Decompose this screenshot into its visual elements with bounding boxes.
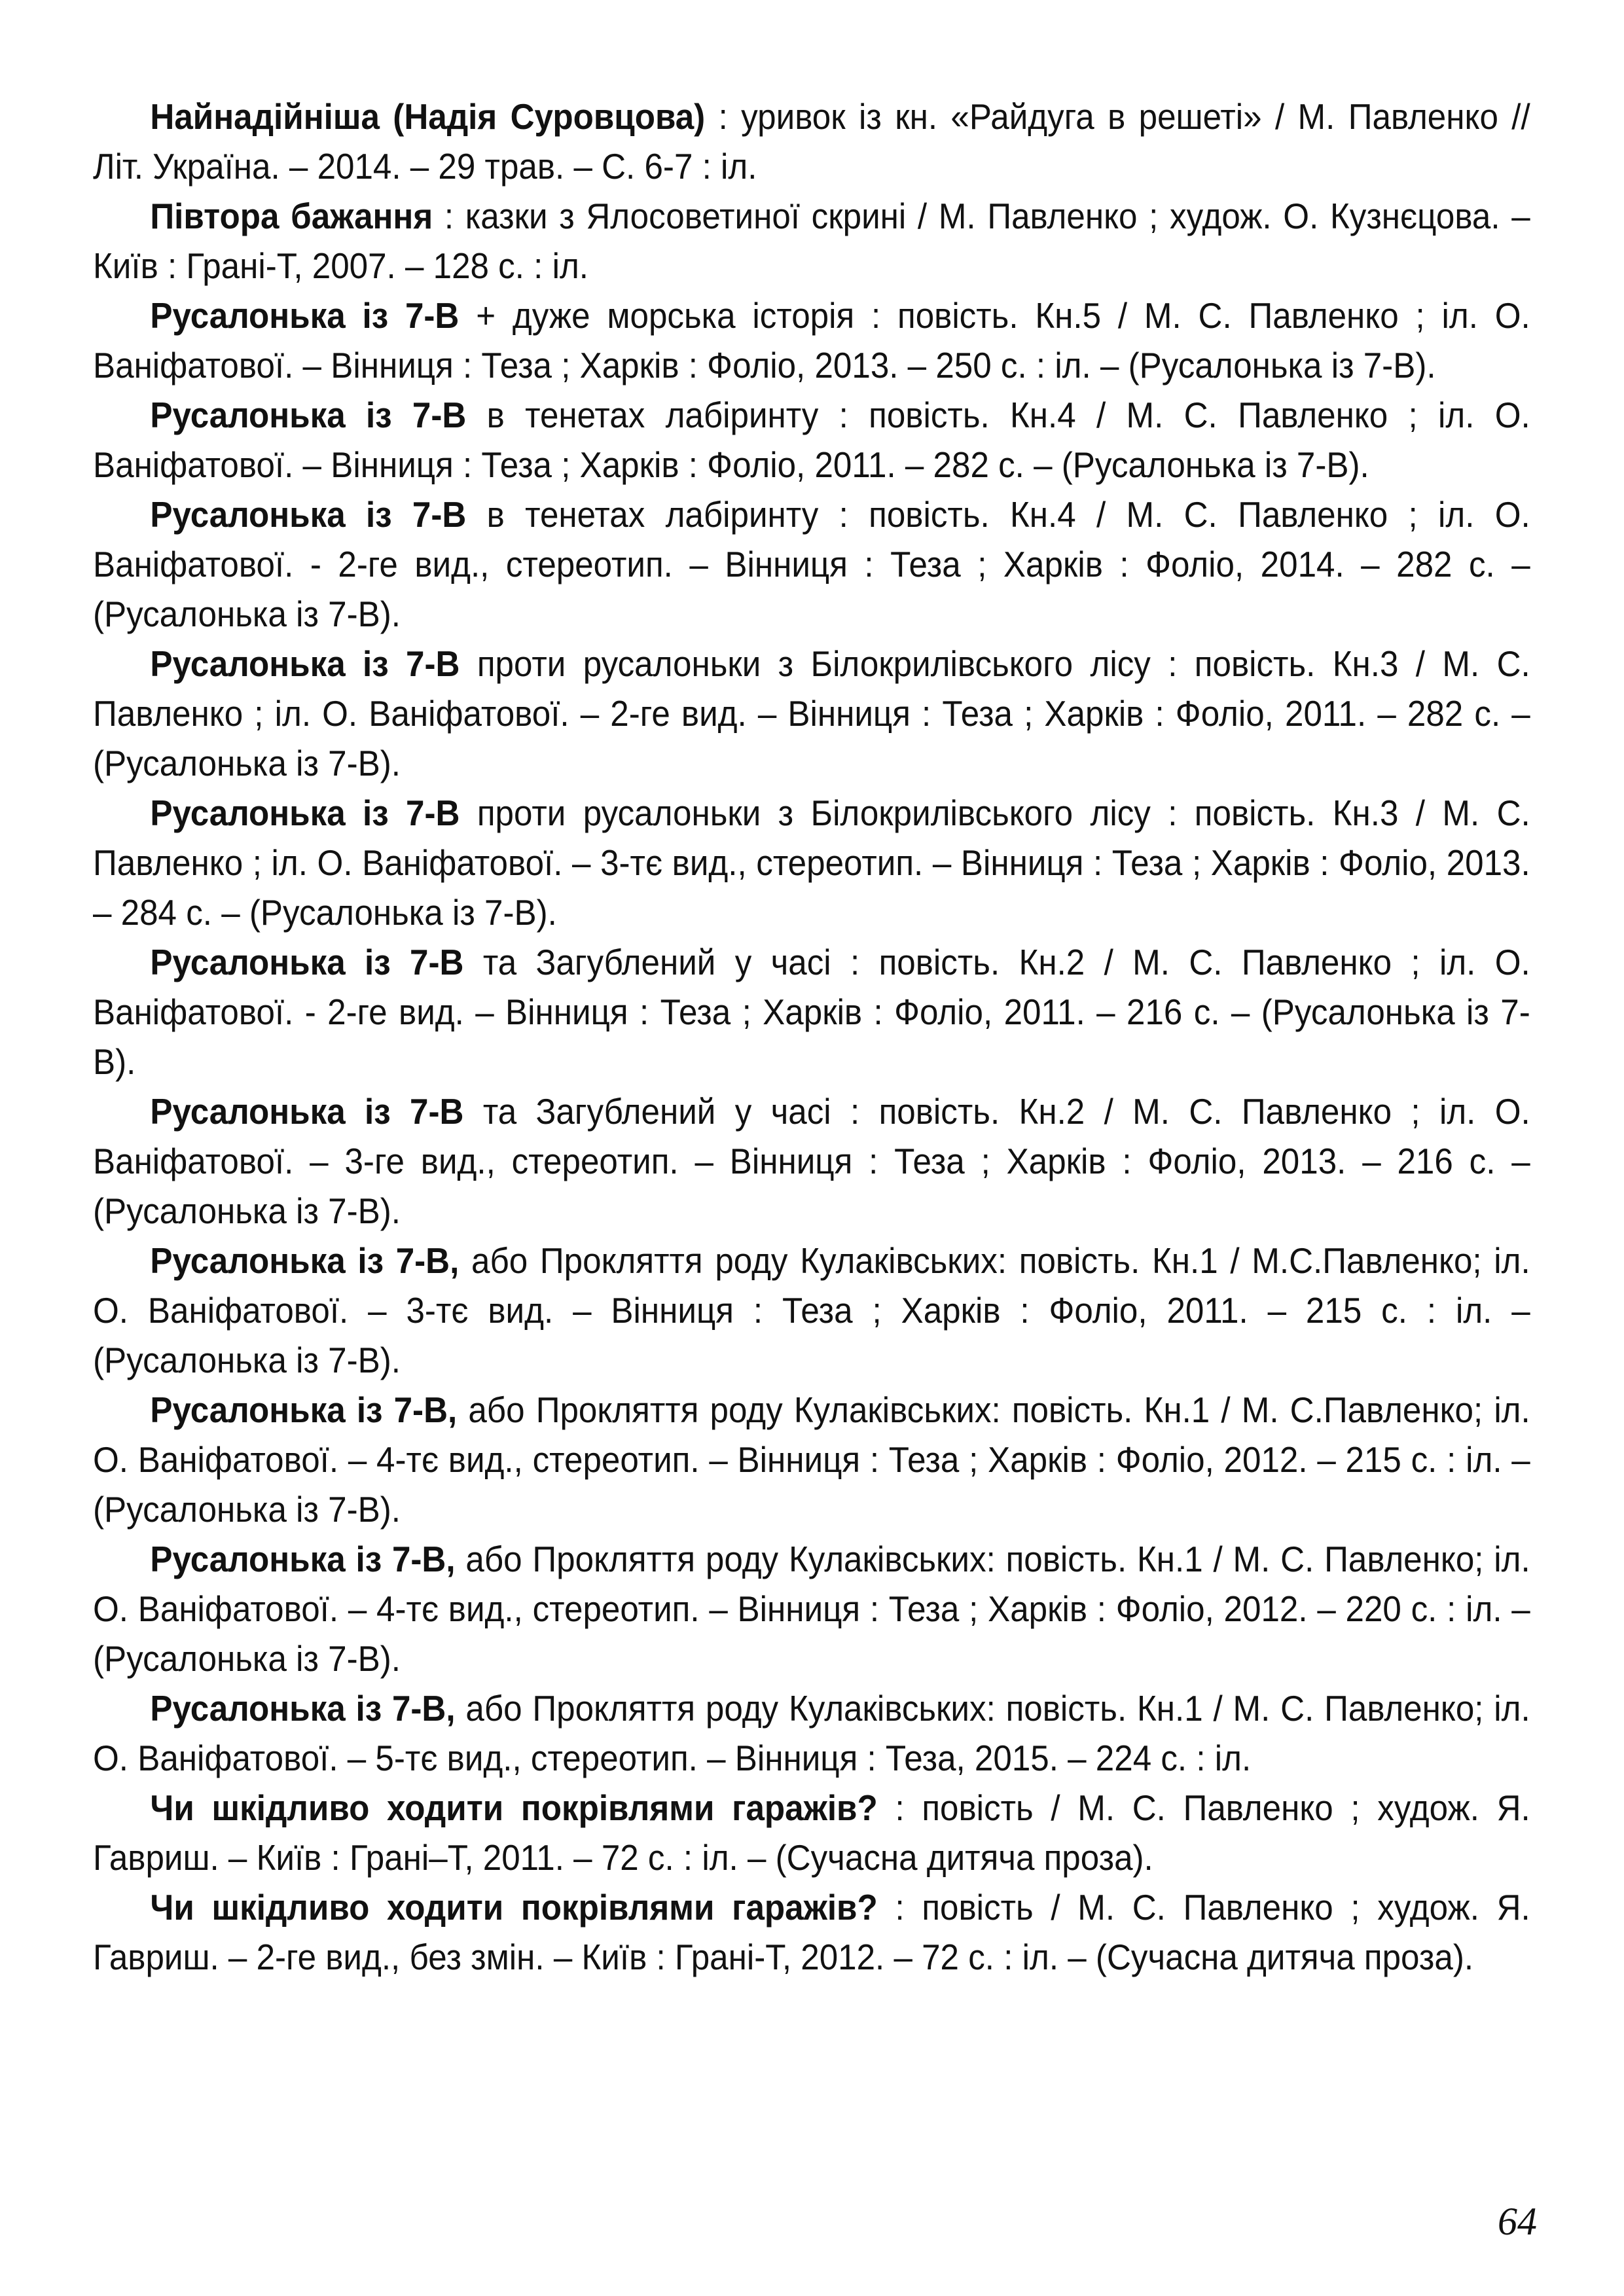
- entry-details: та Загублений у часі : повість. Кн.2 / М. С. Павленко ; іл. О. Ваніфатової. - 2-ге вид. – Вінниця : Теза ; Харків : Фоліо, 2011. – 216 с. – (Русалонька із 7-В).: [93, 942, 1530, 1082]
- entry-title: Русалонька із 7-В: [150, 295, 460, 336]
- entry-details: : повість / М. С. Павленко ; худож. Я. Гавриш. – 2-ге вид., без змін. – Київ : Грані-Т, 2012. – 72 с. : іл. – (Сучасна дитяча проза).: [93, 1887, 1530, 1977]
- entry-title: Русалонька із 7-В: [150, 793, 460, 833]
- bibliography-page: [93, 92, 1530, 1982]
- entry-title: Русалонька із 7-В,: [150, 1240, 460, 1281]
- bibliography-entry: [93, 191, 1530, 291]
- bibliography-list: [93, 92, 1530, 1982]
- entry-details: в тенетах лабіринту : повість. Кн.4 / М. С. Павленко ; іл. О. Ваніфатової. – Вінниця : Теза ; Харків : Фоліо, 2011. – 282 с. – (Русалонька із 7-В).: [93, 395, 1530, 485]
- entry-title: Чи шкідливо ходити покрівлями гаражів?: [150, 1787, 878, 1828]
- bibliography-entry: [93, 1385, 1530, 1534]
- bibliography-entry: [93, 1236, 1530, 1385]
- entry-title: Русалонька із 7-В: [150, 643, 460, 684]
- entry-title: Русалонька із 7-В: [150, 1091, 464, 1132]
- page-number: 64: [1498, 2200, 1537, 2243]
- entry-details: або Прокляття роду Кулаківських: повість. Кн.1 / М. С.Павленко; іл. О. Ваніфатової. – 4-тє вид., стереотип. – Вінниця : Теза ; Харків : Фоліо, 2012. – 215 с. : іл. – (Русалонька із 7-В).: [93, 1390, 1530, 1530]
- entry-details: або Прокляття роду Кулаківських: повість. Кн.1 / М. С. Павленко; іл. О. Ваніфатової. – 5-тє вид., стереотип. – Вінниця : Теза, 2015. – 224 с. : іл.: [93, 1688, 1530, 1778]
- bibliography-entry: [93, 937, 1530, 1086]
- bibliography-entry: [93, 1086, 1530, 1236]
- entry-title: Русалонька із 7-В,: [150, 1539, 456, 1579]
- entry-details: в тенетах лабіринту : повість. Кн.4 / М. С. Павленко ; іл. О. Ваніфатової. - 2-ге вид., стереотип. – Вінниця : Теза ; Харків : Фоліо, 2014. – 282 с. – (Русалонька із 7-В).: [93, 494, 1530, 634]
- bibliography-entry: [93, 1783, 1530, 1882]
- entry-title: Русалонька із 7-В: [150, 494, 467, 535]
- entry-title: Найнадійніша (Надія Суровцова): [150, 96, 706, 137]
- entry-details: проти русалоньки з Білокрилівського лісу : повість. Кн.3 / М. С. Павленко ; іл. О. Ваніфатової. – 2-ге вид. – Вінниця : Теза ; Харків : Фоліо, 2011. – 282 с. – (Русалонька із 7-В).: [93, 643, 1530, 783]
- bibliography-entry: [93, 490, 1530, 639]
- entry-details: : уривок із кн. «Райдуга в решеті» / М. Павленко // Літ. Україна. – 2014. – 29 трав. – С. 6-7 : іл.: [93, 96, 1530, 187]
- entry-title: Русалонька із 7-В: [150, 395, 467, 435]
- bibliography-entry: [93, 92, 1530, 191]
- bibliography-entry: [93, 291, 1530, 390]
- bibliography-entry: [93, 390, 1530, 490]
- entry-details: : повість / М. С. Павленко ; худож. Я. Гавриш. – Київ : Грані–Т, 2011. – 72 с. : іл. – (Сучасна дитяча проза).: [93, 1787, 1530, 1878]
- entry-title: Русалонька із 7-В,: [150, 1688, 456, 1729]
- entry-title: Півтора бажання: [150, 196, 433, 236]
- bibliography-entry: [93, 1683, 1530, 1783]
- entry-details: + дуже морська історія : повість. Кн.5 / М. С. Павленко ; іл. О. Ваніфатової. – Вінниця : Теза ; Харків : Фоліо, 2013. – 250 с. : іл. – (Русалонька із 7-В).: [93, 295, 1530, 386]
- entry-title: Чи шкідливо ходити покрівлями гаражів?: [150, 1887, 878, 1928]
- bibliography-entry: [93, 1534, 1530, 1683]
- entry-details: або Прокляття роду Кулаківських: повість. Кн.1 / М. С. Павленко; іл. О. Ваніфатової. – 4-тє вид., стереотип. – Вінниця : Теза ; Харків : Фоліо, 2012. – 220 с. : іл. – (Русалонька із 7-В).: [93, 1539, 1530, 1679]
- entry-details: : казки з Ялосоветиної скрині / М. Павленко ; худож. О. Кузнєцова. – Київ : Грані-Т, 2007. – 128 с. : іл.: [93, 196, 1530, 286]
- entry-details: або Прокляття роду Кулаківських: повість. Кн.1 / М.С.Павленко; іл. О. Ваніфатової. – 3-тє вид. – Вінниця : Теза ; Харків : Фоліо, 2011. – 215 с. : іл. – (Русалонька із 7-В).: [93, 1240, 1530, 1380]
- entry-details: та Загублений у часі : повість. Кн.2 / М. С. Павленко ; іл. О. Ваніфатової. – 3-ге вид., стереотип. – Вінниця : Теза ; Харків : Фоліо, 2013. – 216 с. – (Русалонька із 7-В).: [93, 1091, 1530, 1231]
- entry-title: Русалонька із 7-В: [150, 942, 464, 982]
- bibliography-entry: [93, 788, 1530, 937]
- bibliography-entry: [93, 639, 1530, 788]
- entry-details: проти русалоньки з Білокрилівського лісу : повість. Кн.3 / М. С. Павленко ; іл. О. Ваніфатової. – 3-тє вид., стереотип. – Вінниця : Теза ; Харків : Фоліо, 2013. – 284 с. – (Русалонька із 7-В).: [93, 793, 1530, 933]
- bibliography-entry: [93, 1882, 1530, 1982]
- entry-title: Русалонька із 7-В,: [150, 1390, 458, 1430]
